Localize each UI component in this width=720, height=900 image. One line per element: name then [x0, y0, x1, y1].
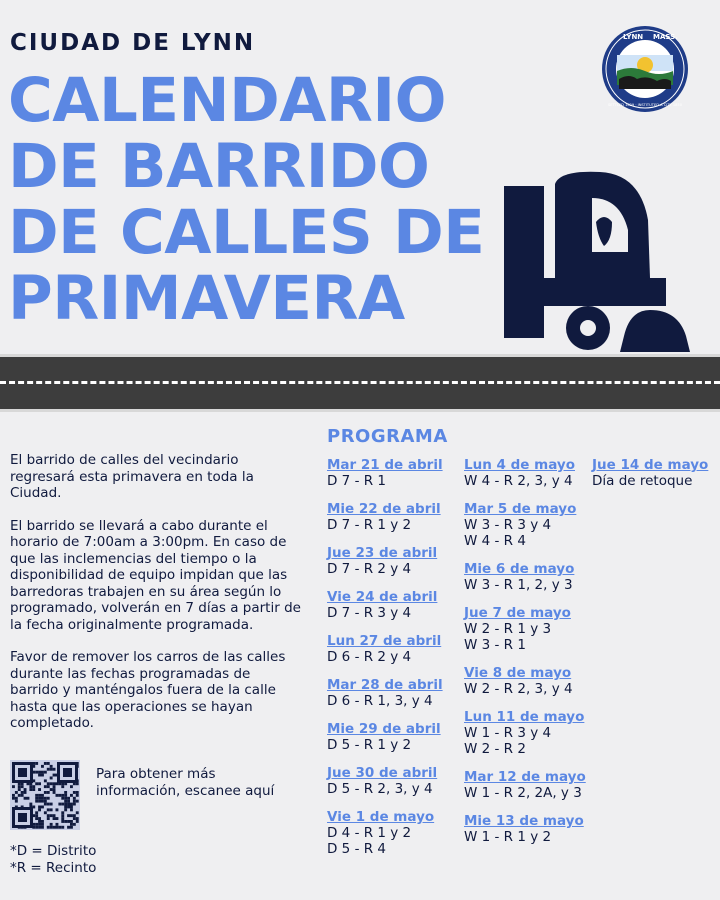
schedule-entry: [327, 765, 443, 797]
schedule-date: Mar 12 de mayo: [464, 769, 586, 785]
title-line: CALENDARIO: [8, 65, 446, 136]
schedule-route: W 2 - R 1 y 3: [464, 621, 552, 637]
schedule-entry: [592, 457, 708, 489]
schedule-route: D 7 - R 3 y 4: [327, 605, 412, 621]
schedule-route: Día de retoque: [592, 473, 693, 489]
schedule-entry: [464, 709, 586, 757]
schedule-column: [464, 457, 586, 857]
schedule-route: D 6 - R 1, 3, y 4: [327, 693, 433, 709]
schedule-route: D 5 - R 1 y 2: [327, 737, 412, 753]
schedule-column: [592, 457, 708, 501]
qr-instructions: Para obtener más información, escanee aquí: [96, 766, 275, 799]
schedule-entry: [464, 605, 586, 653]
schedule-date: Jue 7 de mayo: [464, 605, 571, 621]
schedule-date: Mie 13 de mayo: [464, 813, 584, 829]
intro-paragraph: Favor de remover los carros de las calles durante las fechas programadas de barrido y manténgalos fuera de la calle hasta que las operaciones se hayan completado.: [10, 649, 286, 731]
schedule-route: W 1 - R 3 y 4: [464, 725, 552, 741]
schedule-date: Vie 24 de abril: [327, 589, 438, 605]
intro-paragraph: El barrido se llevará a cabo durante el horario de 7:00am a 3:00pm. En caso de que las inclemencias del tiempo o la disponibilidad de equipo impidan que las barredoras trabajen en su área según lo programado, volverán en 7 días a partir de la fecha originalmente programada.: [10, 517, 301, 633]
city-name: CIUDAD DE LYNN: [10, 30, 256, 56]
schedule-date: Jue 14 de mayo: [592, 457, 709, 473]
legend-item: *D = Distrito: [10, 843, 97, 859]
schedule-route: D 7 - R 2 y 4: [327, 561, 412, 577]
schedule-date: Mie 6 de mayo: [464, 561, 575, 577]
title-line: DE BARRIDO: [8, 131, 430, 202]
schedule-entry: [327, 721, 443, 753]
legend: [10, 843, 96, 877]
schedule-heading: PROGRAMA: [327, 426, 448, 447]
page-title: [8, 65, 528, 334]
seal-text-left: LYNN: [623, 33, 644, 41]
schedule-route: W 1 - R 2, 2A, y 3: [464, 785, 582, 801]
schedule-route: D 4 - R 1 y 2: [327, 825, 412, 841]
schedule-date: Lun 11 de mayo: [464, 709, 585, 725]
seal-text-right: MASS.: [653, 33, 678, 41]
road-divider: [0, 354, 720, 412]
schedule-date: Vie 8 de mayo: [464, 665, 572, 681]
intro-text: [10, 452, 302, 748]
seal-text-bottom: SETTLED 1629 · INSTITUTED A CITY 1850: [608, 103, 682, 107]
schedule-column: [327, 457, 443, 869]
street-sweeper-icon: [500, 160, 695, 355]
schedule-route: W 2 - R 2, 3, y 4: [464, 681, 573, 697]
schedule-entry: [327, 501, 443, 533]
road-lane-marking: [0, 381, 720, 384]
schedule-route: W 3 - R 1: [464, 637, 526, 653]
schedule-route: D 6 - R 2 y 4: [327, 649, 412, 665]
schedule-route: W 3 - R 1, 2, y 3: [464, 577, 573, 593]
schedule-route: W 1 - R 1 y 2: [464, 829, 552, 845]
schedule-date: Vie 1 de mayo: [327, 809, 435, 825]
legend-item: *R = Recinto: [10, 860, 97, 876]
schedule-date: Jue 30 de abril: [327, 765, 438, 781]
schedule-route: W 2 - R 2: [464, 741, 526, 757]
schedule-route: W 3 - R 3 y 4: [464, 517, 552, 533]
schedule-date: Jue 23 de abril: [327, 545, 438, 561]
schedule-date: Mie 29 de abril: [327, 721, 441, 737]
schedule-route: D 5 - R 2, 3, y 4: [327, 781, 433, 797]
qr-code[interactable]: [10, 760, 80, 830]
title-line: DE CALLES DE: [8, 197, 485, 268]
schedule-entry: [464, 665, 586, 697]
schedule-entry: [327, 545, 443, 577]
schedule-date: Mar 28 de abril: [327, 677, 443, 693]
intro-paragraph: El barrido de calles del vecindario regresará esta primavera en toda la Ciudad.: [10, 452, 254, 501]
schedule-route: D 7 - R 1 y 2: [327, 517, 412, 533]
schedule-date: Mar 5 de mayo: [464, 501, 577, 517]
schedule-route: W 4 - R 2, 3, y 4: [464, 473, 573, 489]
schedule-entry: [464, 561, 586, 593]
schedule-entry: [464, 457, 586, 489]
schedule-entry: [327, 457, 443, 489]
schedule-route: D 7 - R 1: [327, 473, 386, 489]
schedule-entry: [327, 809, 443, 857]
schedule-entry: [464, 769, 586, 801]
schedule-date: Lun 4 de mayo: [464, 457, 575, 473]
schedule-entry: [327, 633, 443, 665]
schedule-entry: [327, 589, 443, 621]
schedule-route: W 4 - R 4: [464, 533, 526, 549]
schedule-entry: [464, 501, 586, 549]
schedule-date: Mar 21 de abril: [327, 457, 443, 473]
schedule-date: Mie 22 de abril: [327, 501, 441, 517]
schedule-entry: [327, 677, 443, 709]
schedule-route: D 5 - R 4: [327, 841, 386, 857]
schedule-entry: [464, 813, 586, 845]
schedule-date: Lun 27 de abril: [327, 633, 442, 649]
title-line: PRIMAVERA: [8, 263, 405, 334]
city-seal-icon: [601, 25, 689, 113]
